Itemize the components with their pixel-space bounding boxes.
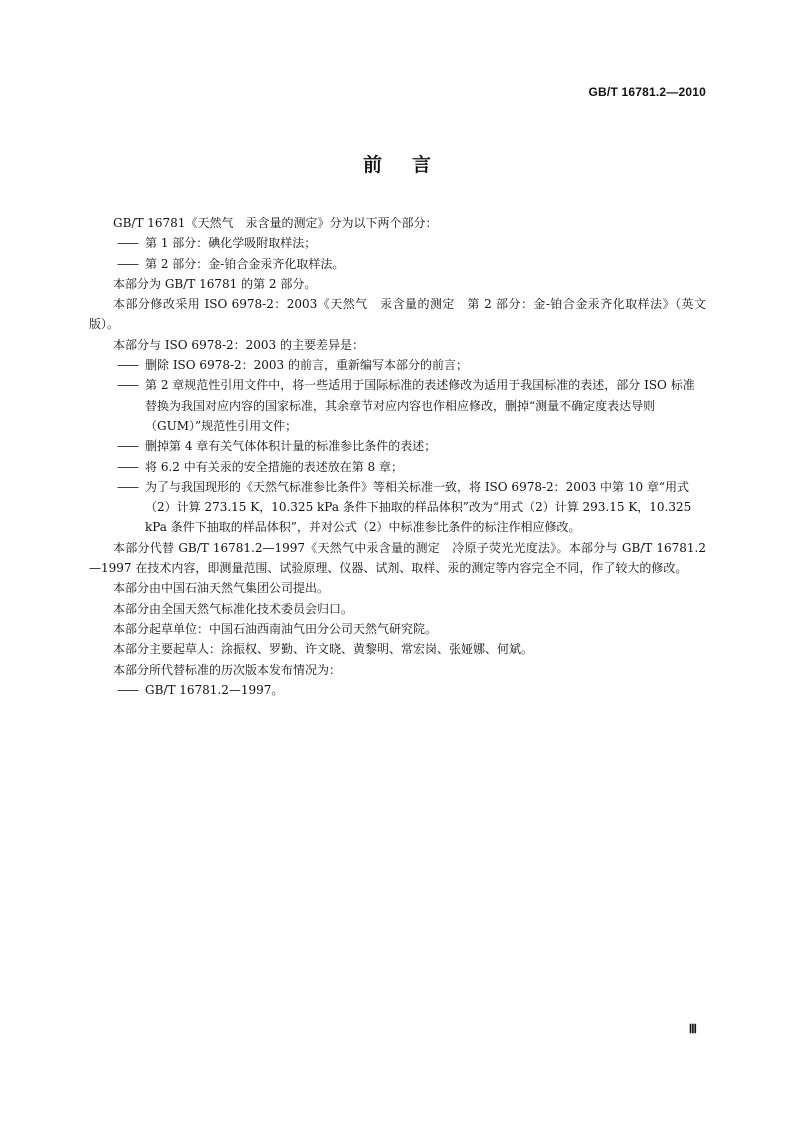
dash-bullet: ——	[117, 479, 137, 494]
list-item-text: GB/T 16781.2—1997。	[145, 682, 284, 697]
dash-bullet: ——	[117, 358, 137, 373]
standard-code: GB/T 16781.2—2010	[588, 85, 706, 99]
list-item	[89, 375, 706, 436]
dash-bullet: ——	[117, 256, 137, 271]
page-number: Ⅲ	[688, 1022, 697, 1036]
list-item-text: 第 2 章规范性引用文件中，将一些适用于国际标准的表述修改为适用于我国标准的表述，部分 ISO 标准替换为我国对应内容的国家标准，其余章节对应内容也作相应修改，删掉“测量不确定度表达导则（GUM）”规范性引用文件；	[145, 378, 695, 433]
list-item	[89, 254, 706, 274]
list-item	[89, 477, 706, 538]
paragraph: 本部分起草单位：中国石油西南油气田分公司天然气研究院。	[113, 621, 438, 636]
paragraph: 本部分所代替标准的历次版本发布情况为：	[113, 662, 342, 677]
foreword-body	[89, 213, 706, 700]
list-item	[89, 355, 706, 375]
list-item-text: 为了与我国现形的《天然气标准参比条件》等相关标准一致，将 ISO 6978-2：2003 中第 10 章“用式（2）计算 273.15 K，10.325 kPa 条件下抽取的样品体积”改为“用式（2）计算 293.15 K，10.325 kPa 条件下抽取的样品体积”，并对公式（2）中标准参比条件的标注作相应修改。	[145, 479, 692, 535]
dash-bullet: ——	[117, 378, 137, 393]
list-item	[89, 457, 706, 477]
page-title: 前言	[362, 154, 461, 176]
dash-bullet: ——	[117, 459, 137, 474]
dash-bullet: ——	[117, 682, 137, 697]
paragraph: GB/T 16781《天然气 汞含量的测定》分为以下两个部分：	[113, 216, 438, 230]
dash-bullet: ——	[117, 236, 137, 251]
paragraph: 本部分代替 GB/T 16781.2—1997《天然气中汞含量的测定 冷原子荧光光度法》。本部分与 GB/T 16781.2—1997 在技术内容，即测量范围、试验原理、仪器、试剂、取样、汞的测定等内容完全不同，作了较大的修改。	[89, 540, 706, 576]
paragraph: 本部分由全国天然气标准化技术委员会归口。	[113, 601, 354, 616]
paragraph: 本部分修改采用 ISO 6978-2：2003《天然气 汞含量的测定 第 2 部分：金-铂合金汞齐化取样法》（英文版）。	[89, 297, 706, 332]
list-item	[89, 233, 706, 253]
list-item-text: 第 1 部分：碘化学吸附取样法；	[145, 236, 317, 251]
list-item-text: 删除 ISO 6978-2：2003 的前言，重新编写本部分的前言；	[145, 358, 469, 373]
list-item	[89, 680, 706, 700]
list-item-text: 第 2 部分：金-铂合金汞齐化取样法。	[145, 256, 345, 271]
paragraph: 本部分由中国石油天然气集团公司提出。	[113, 581, 330, 596]
paragraph: 本部分与 ISO 6978-2：2003 的主要差异是：	[113, 337, 365, 352]
paragraph: 本部分主要起草人：涂振权、罗勤、许文晓、黄黎明、常宏岗、张娅娜、何斌。	[113, 642, 534, 657]
dash-bullet: ——	[117, 439, 137, 454]
list-item-text: 删掉第 4 章有关气体体积计量的标准参比条件的表述；	[145, 439, 437, 454]
paragraph: 本部分为 GB/T 16781 的第 2 部分。	[113, 276, 317, 291]
list-item	[89, 436, 706, 456]
list-item-text: 将 6.2 中有关汞的安全措施的表述放在第 8 章；	[145, 459, 403, 474]
